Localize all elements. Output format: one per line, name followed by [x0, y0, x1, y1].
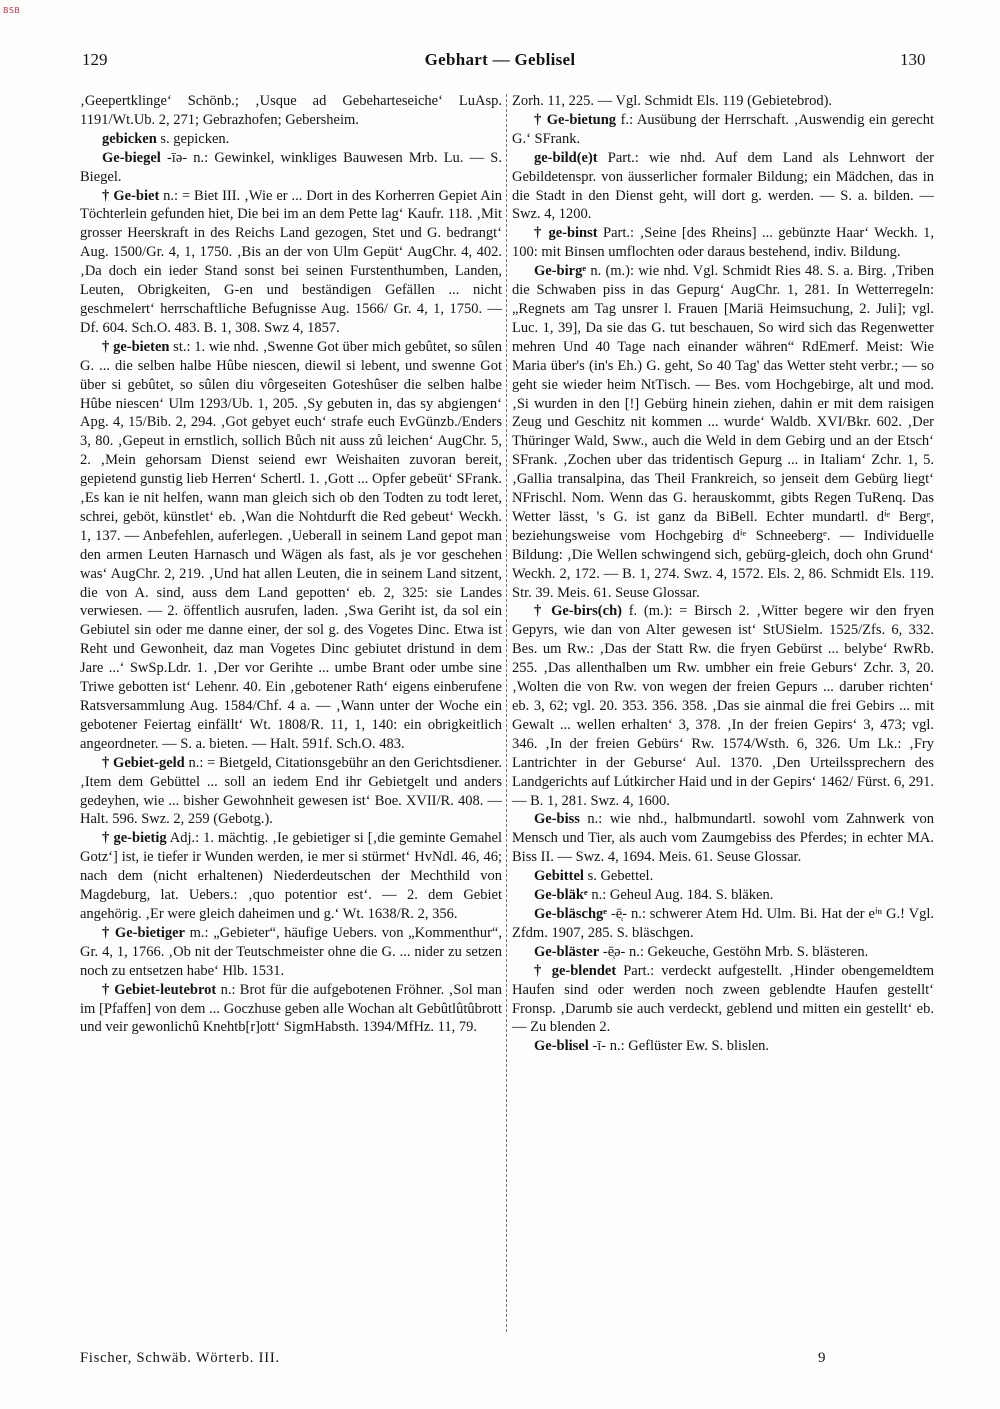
entry-headword: ge-bild(e)t: [534, 149, 598, 166]
entry-text: Part.: wie nhd. Auf dem Land als Lehnwort der Gebildetenspr. von äusserlicher formaler Bildung; ein Mädchen, das in die Stadt in den Dienst geht, will dort g. werden. — S. a. bilden. — Swz. 4, 1200.: [512, 149, 934, 223]
entry-headword: † Ge-bietung: [534, 111, 617, 128]
dictionary-entry: [80, 130, 502, 149]
dictionary-entry: [80, 149, 502, 187]
column-divider: [506, 94, 507, 1332]
dictionary-entry: [80, 981, 502, 1038]
right-column: [512, 92, 934, 1056]
entry-text: n.: Geheul Aug. 184. S. bläken.: [587, 887, 774, 904]
entry-headword: † ge-bieten: [102, 338, 170, 355]
entry-text: n.: Brot für die aufgebotenen Fröhner. ‚Sol man im [Pfaffen] von dem ... Goczhuse geben alle Wochan alt Gebûtlûtûbrott und veir gewonlichû Knehtb[r]ott‘ SigmHabsth. 1394/MfHz. 11, 79.: [80, 981, 503, 1036]
entry-text: ‚Geepertklinge‘ Schönb.; ‚Usque ad Gebeharteseiche‘ LuAsp. 1191/Wt.Ub. 2, 271; Gebrazhofen; Gebersheim.: [80, 93, 502, 128]
entry-headword: Ge-birgᵉ: [534, 263, 587, 280]
entry-text: m.: „Gebieter“, häufige Uebers. von „Kommenthur“, Gr. 4, 1, 1766. ‚Ob nit der Teutschmeister ohne die G. ... nider zu setzen noch zu entsetzen habe‘ Hlb. 1531.: [80, 924, 502, 979]
signature-mark: 9: [818, 1350, 826, 1366]
dictionary-entry: [512, 1037, 934, 1056]
entry-headword: Ge-bläschgᵉ: [534, 905, 608, 922]
entry-headword: Ge-blisel: [534, 1038, 589, 1055]
entry-text: Part.: verdeckt aufgestellt. ‚Hinder obengemeldtem Haufen sind oder werden noch zween geblendte Haufen gestellt‘ Fronsp. ‚Darumb sie auch verdeckt, geblend und mitten ein gestellt‘ eb. — Zu blenden 2.: [512, 962, 935, 1036]
dictionary-entry: [512, 962, 934, 1038]
entry-text: st.: 1. wie nhd. ‚Swenne Got über mich gebûtet, so sûlen G. ... die selben halbe Hûbe niescen, diewil si lebent, und swenne Got über si gebûtet, so sûlen diu vôrgeseiten Goteshûser die selben halbe Hûbe niescen‘ Ulm 1293/Ub. 1, 205. ‚Sy gebuten in, das sy abgiengen‘ Apg. 4, 15/Bib. 2, 294. ‚Got gebyet euch‘ strafe euch EvGünzb./Enders 3, 80. ‚Gepeut in ernstlich, sollich Bůch nit auss zů leichen‘ AugChr. 5, 2. ‚Mein gehorsam Dienst seiend ewr Weishaiten zuvoran bereit, gepietend gunstig lieb Herren‘ Schertl. 1. ‚Gott ... Opfer gebeüt‘ SFrank. ‚Es kan ie nit helfen, wann man gleich sich ob den Todten zu todt leret, schrei, geböt, künstlet‘ eb. ‚Wan die Nohtdurft die Red gebeut‘ Weckh. 1, 137. — Anbefehlen, auferlegen. ‚Ueberall in seinem Land gepot man den armen Leuten Harnasch und Wägen als fast, als je vor geschehen was‘ AugChr. 2, 219. ‚Und hat allen Leuten, die in seinem Land sitzent, die von A. sind, auss dem Land gepotten‘ eb. 2, 325: sie Landes verwiesen. — 2. öffentlich ausrufen, laden. ‚Swa Geriht ist, da sol ein Gebiutel sin oder me danne einer, der sol g. des Vogetes Dinc. Etwa ist Reht und Gewonheit, daz man Vogetes Dinc gebiutet dristund in dem Jare ...‘ SwSp.Ldr. 1. ‚Der vor Gerihte ... umbe Brant oder umbe sine Triwe gebotten ist‘ Lehenr. 40. Ein ‚gebotener Rath‘ eigens einberufene Ratsversammlung Aug. 1584/Chf. 4 a. — ‚Wann unter der Woche ein gebotener Feiertag einfällt‘ Wt. 1808/R. 11, 1, 140: ein obrigkeitlich angeordneter. — S. a. bieten. — Halt. 591f. Sch.O. 483.: [80, 338, 503, 752]
entry-text: n.: = Biet III. ‚Wie er ... Dort in des Korherren Gepiet Ain Töchterlein gefunden hiet, Die bei im an dem Pette lag‘ Kaufr. 118. ‚Mit grosser Heerskraft in des Reichs Land gezogen, Stet und G. bedrangt‘ Aug. 1500/Gr. 4, 1, 1750. ‚Bis an der von Ulm Gepüt‘ AugChr. 4, 402. ‚Da doch ein ieder Stand sonst bei seinen Furstenthumben, Landen, Leuten, Obrigkeiten, G-en und beständigen Gefällen ... nicht geschmelert‘ herrschaftliche Befugnisse Aug. 1566/ Gr. 4, 1, 1750. — Df. 604. Sch.O. 483. B. 1, 308. Swz 4, 1857.: [80, 187, 502, 336]
entry-headword: † ge-blendet: [534, 962, 617, 979]
entry-text: s. Gebettel.: [583, 868, 654, 885]
entry-text: -ī- n.: Geflüster Ew. S. blislen.: [588, 1038, 770, 1055]
entry-headword: Gebittel: [534, 868, 584, 885]
entry-text: n. (m.): wie nhd. Vgl. Schmidt Ries 48. S. a. Birg. ‚Triben die Schwaben piss in das Gepurg‘ AugChr. 1, 281. In Wetterregeln: „Regnets am Tag unsrer l. Frauen [Mariä Heimsuchung, 2. Juli]; vgl. Luc. 1, 39], Da sie das G. tut beschauen, So wird sich das Regenwetter mehren Und 40 Tage nach einander währen“ RdEmerf. Meist: Wie Maria über's (in's Eh.) G. geht, So 40 Tag' das Wetter steht verbr.; — so geht sie wieder heim NtTisch. — Bes. vom Hochgebirge, alt und mod. ‚Si wurden in den [!] Gebürg hinein ziehen, dahin er mit dem raisigen Zeug und Geschitz nit kommen ... wurde‘ Waldb. XVI/Bkr. 602. ‚Der Thüringer Wald, Sww., auch die Weld in dem Gebirg und an der Etsch‘ SFrank. ‚Zochen uber das tridentisch Gepurg ... in Italiam‘ Zchr. 1, 5. ‚Gallia transalpina, das Theil Frankreich, so jenseit dem Gebürg liegt‘ NFrischl. Nom. Wenn das G. herauskommt, gibts Regen TuRenq. Das Wetter lässt, 's G. ist ganz da BiBell. Echter mundartl. dⁱᵉ Bergᵉ, beziehungsweise vom Hochgebirg dⁱᵉ Schneebergᵉ. — Individuelle Bildung: ‚Die Wellen schwingend sich, gebürg-gleich, doch ohn Grund‘ Weckh. 2, 172. — B. 1, 274. Swz. 4, 1572. Els. 2, 86. Schmidt Els. 119. Str. 39. Meis. 61. Seuse Glossar.: [512, 263, 934, 601]
entry-headword: Ge-biss: [534, 811, 580, 828]
entry-text: s. gepicken.: [156, 130, 230, 147]
dictionary-entry: [512, 262, 934, 602]
running-head: Gebhart — Geblisel: [424, 50, 576, 69]
page-number-right: 130: [900, 50, 926, 69]
footer-author: Fischer, Schwäb. Wörterb. III.: [80, 1350, 280, 1366]
left-column: [80, 92, 502, 1037]
entry-headword: † Gebiet-geld: [102, 754, 185, 771]
dictionary-entry: [512, 92, 934, 111]
dictionary-entry: [512, 224, 934, 262]
entry-headword: Ge-biegel: [102, 149, 161, 166]
entry-text: n.: wie nhd., halbmundartl. sowohl vom Zahnwerk von Mensch und Tier, als auch vom Zaumgebiss des Pferdes; in echter MA. Biss II. — Swz. 4, 1694. Meis. 61. Seuse Glossar.: [512, 811, 934, 866]
entry-text: f. (m.): = Birsch 2. ‚Witter begere wir den fryen Gepyrs, wie dan von Alter gewesen ist‘ StUSielm. 1525/Zfs. 6, 332. Bes. um Rw.: ‚Das der Statt Rw. die fryen Gebürst ... belybe‘ RwRb. 255. ‚Das allenthalben um Rw. umbher ein freie Geburs‘ Zchr. 3, 20. ‚Wolten die von Rw. von wegen der freien Gepurs ... daruber richten‘ eb. 3, 62; vgl. 20. 353. 356. 358. ‚Das sie ainmal die frei Gebirs ... mit Gewalt ... wellen erhalten‘ 3, 378. ‚In der freien Gepirs‘ 3, 473; vgl. 346. ‚In der freien Gebürs‘ Rw. 1574/Wsth. 6, 326. Um Lk.: ‚Fry Lantrichter in der Geburse‘ Aul. 1370. ‚Den Urteilssprechern des Landgerichts auf Lútkircher Haid und in der Gepirs‘ 1462/ Fürst. 6, 291. — B. 1, 281. Swz. 4, 1600.: [512, 603, 935, 809]
entry-text: -īə- n.: Gewinkel, winkliges Bauwesen Mrb. Lu. — S. Biegel.: [80, 149, 502, 185]
dictionary-entry: [80, 829, 502, 924]
entry-text: n.: = Bietgeld, Citationsgebühr an den Gerichtsdiener. ‚Item dem Gebüttel ... soll an iedem End ihr Gebietgelt und anders gedeyhen, wie ... bisher Gewohnheit gewesen ist‘ Boe. XVII/R. 408. — Halt. 596. Swz. 2, 259 (Gebotg.).: [80, 754, 502, 828]
entry-text: Adj.: 1. mächtig. ‚Ie gebietiger si [‚die geminte Gemahel Gotz‘] ist, ie tiefer ir Wunden werden, ie mer si stürmet‘ HvNdl. 46, 46; nach dem (nicht erhaltenen) Niederdeutschen der Mechthild von Magdeburg, lat. Uebers.: ‚quo potentior est‘. — 2. dem Gebiet angehörig. ‚Er were gleich daheimen und g.‘ Wt. 1638/R. 2, 356.: [80, 830, 502, 922]
dictionary-entry: [80, 924, 502, 981]
entry-headword: † Ge-biet: [102, 187, 160, 204]
dictionary-entry: [80, 338, 502, 754]
dictionary-entry: [512, 149, 934, 225]
dictionary-entry: [512, 810, 934, 867]
library-stamp: BSB: [3, 6, 21, 15]
entry-headword: gebicken: [102, 130, 157, 147]
dictionary-entry: [80, 754, 502, 830]
dictionary-entry: [512, 602, 934, 810]
entry-text: f.: Ausübung der Herrschaft. ‚Auswendig ein gerecht G.‘ SFrank.: [512, 111, 934, 147]
dictionary-entry: [80, 187, 502, 338]
entry-text: Part.: ‚Seine [des Rheins] ... gebünzte Haar‘ Weckh. 1, 100: mit Binsen umflochten oder daraus bestehend, indiv. Bildung.: [512, 225, 934, 261]
entry-headword: † Ge-bietiger: [102, 924, 185, 941]
entry-headword: † Ge-birs(ch): [534, 603, 622, 620]
entry-headword: † ge-bietig: [102, 830, 167, 847]
entry-text: -ē̜- n.: schwerer Atem Hd. Ulm. Bi. Hat der eⁱⁿ G.! Vgl. Zfdm. 1907, 285. S. bläschgen.: [512, 905, 934, 941]
dictionary-entry: [512, 111, 934, 149]
dictionary-entry: [512, 905, 934, 943]
entry-headword: Ge-bläster: [534, 943, 600, 960]
page-number-left: 129: [82, 50, 108, 69]
dictionary-entry: [512, 886, 934, 905]
dictionary-entry: [80, 92, 502, 130]
entry-text: Zorh. 11, 225. — Vgl. Schmidt Els. 119 (Gebietebrod).: [512, 93, 833, 109]
entry-text: -ē̜ə- n.: Gekeuche, Gestöhn Mrb. S. blästeren.: [599, 943, 869, 960]
entry-headword: † Gebiet-leutebrot: [102, 981, 217, 998]
dictionary-entry: [512, 943, 934, 962]
dictionary-entry: [512, 867, 934, 886]
entry-headword: Ge-bläkᵉ: [534, 887, 588, 904]
entry-headword: † ge-binst: [534, 225, 598, 242]
